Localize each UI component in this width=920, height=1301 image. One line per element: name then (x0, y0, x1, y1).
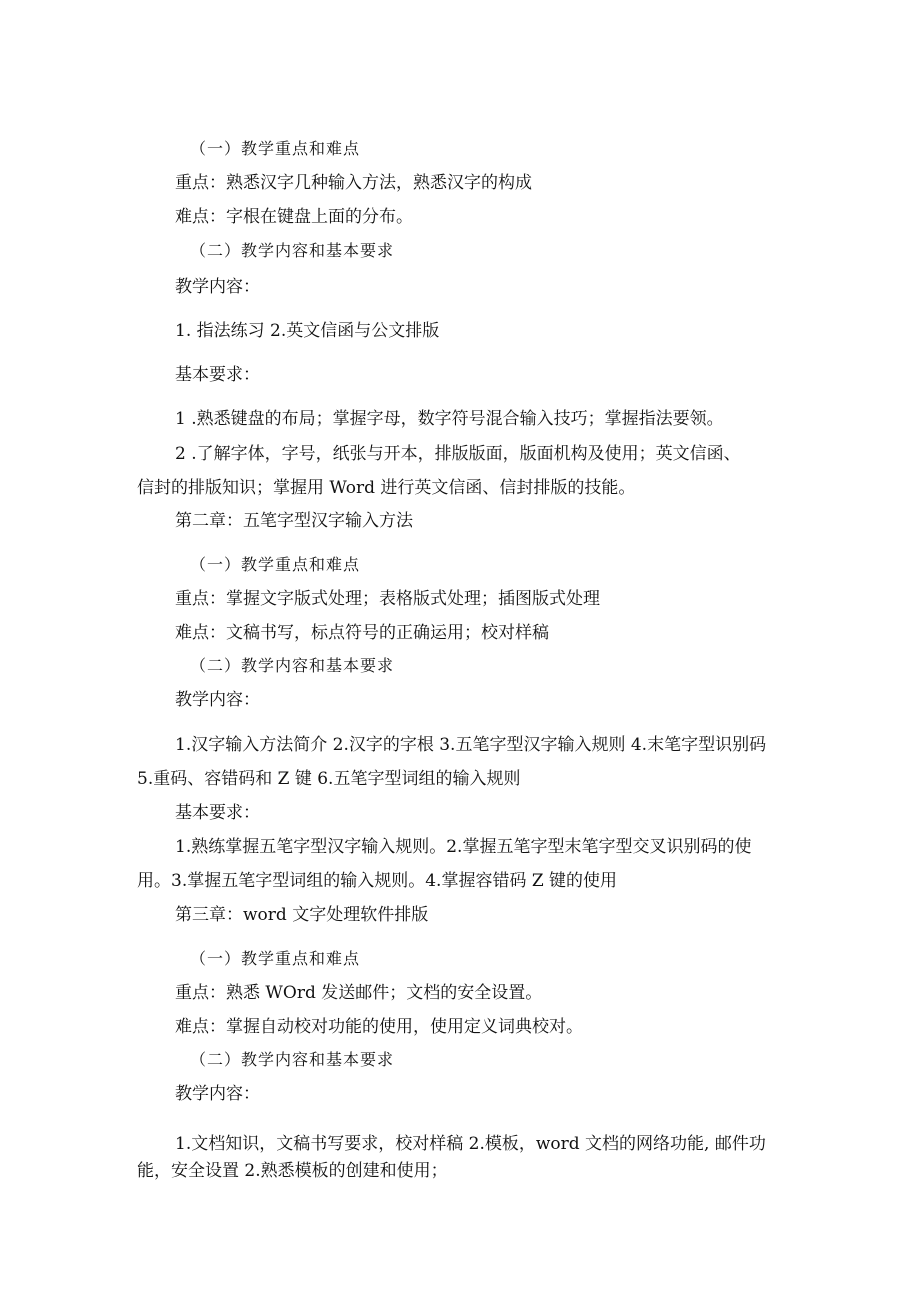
paragraph: 难点：掌握自动校对功能的使用，使用定义词典校对。 (175, 1017, 583, 1037)
section-heading: （一）教学重点和难点 (190, 555, 361, 574)
chapter-title: 第二章：五笔字型汉字输入方法 (175, 511, 413, 531)
list-item: 1.汉字输入方法简介 2.汉字的字根 3.五笔字型汉字输入规则 4.末笔字型识别码 (175, 735, 767, 755)
paragraph: 教学内容： (175, 277, 260, 297)
paragraph: 重点：掌握文字版式处理；表格版式处理；插图版式处理 (175, 589, 600, 609)
paragraph: 1. 指法练习 2.英文信函与公文排版 (175, 321, 440, 341)
paragraph: 基本要求： (175, 365, 260, 385)
paragraph: 基本要求： (175, 803, 260, 823)
paragraph: 教学内容： (175, 690, 260, 710)
section-heading: （一）教学重点和难点 (190, 139, 361, 158)
paragraph: 教学内容： (175, 1084, 260, 1104)
list-item-continuation: 能，安全设置 2.熟悉模板的创建和使用； (137, 1161, 448, 1181)
list-item: 2 .了解字体，字号，纸张与开本，排版版面，版面机构及使用；英文信函、 (175, 444, 741, 464)
chapter-title: 第三章：word 文字处理软件排版 (175, 905, 429, 925)
list-item-continuation: 信封的排版知识；掌握用 Word 进行英文信函、信封排版的技能。 (137, 478, 636, 498)
section-heading: （一）教学重点和难点 (190, 949, 361, 968)
list-item-continuation: 用。3.掌握五笔字型词组的输入规则。4.掌握容错码 Z 键的使用 (137, 871, 618, 891)
paragraph: 重点：熟悉 WOrd 发送邮件；文档的安全设置。 (175, 983, 543, 1003)
list-item: 1.熟练掌握五笔字型汉字输入规则。2.掌握五笔字型末笔字型交叉识别码的使 (175, 837, 752, 857)
list-item: 1.文档知识，文稿书写要求，校对样稿 2.模板，word 文档的网络功能, 邮件功 (175, 1134, 766, 1154)
list-item: 1 .熟悉键盘的布局；掌握字母，数字符号混合输入技巧；掌握指法要领。 (175, 409, 724, 429)
paragraph: 难点：文稿书写，标点符号的正确运用；校对样稿 (175, 623, 549, 643)
section-heading: （二）教学内容和基本要求 (190, 241, 395, 260)
section-heading: （二）教学内容和基本要求 (190, 1050, 395, 1069)
paragraph: 难点：字根在键盘上面的分布。 (175, 207, 413, 227)
section-heading: （二）教学内容和基本要求 (190, 656, 395, 675)
paragraph: 重点：熟悉汉字几种输入方法，熟悉汉字的构成 (175, 173, 532, 193)
list-item-continuation: 5.重码、容错码和 Z 键 6.五笔字型词组的输入规则 (137, 769, 521, 789)
